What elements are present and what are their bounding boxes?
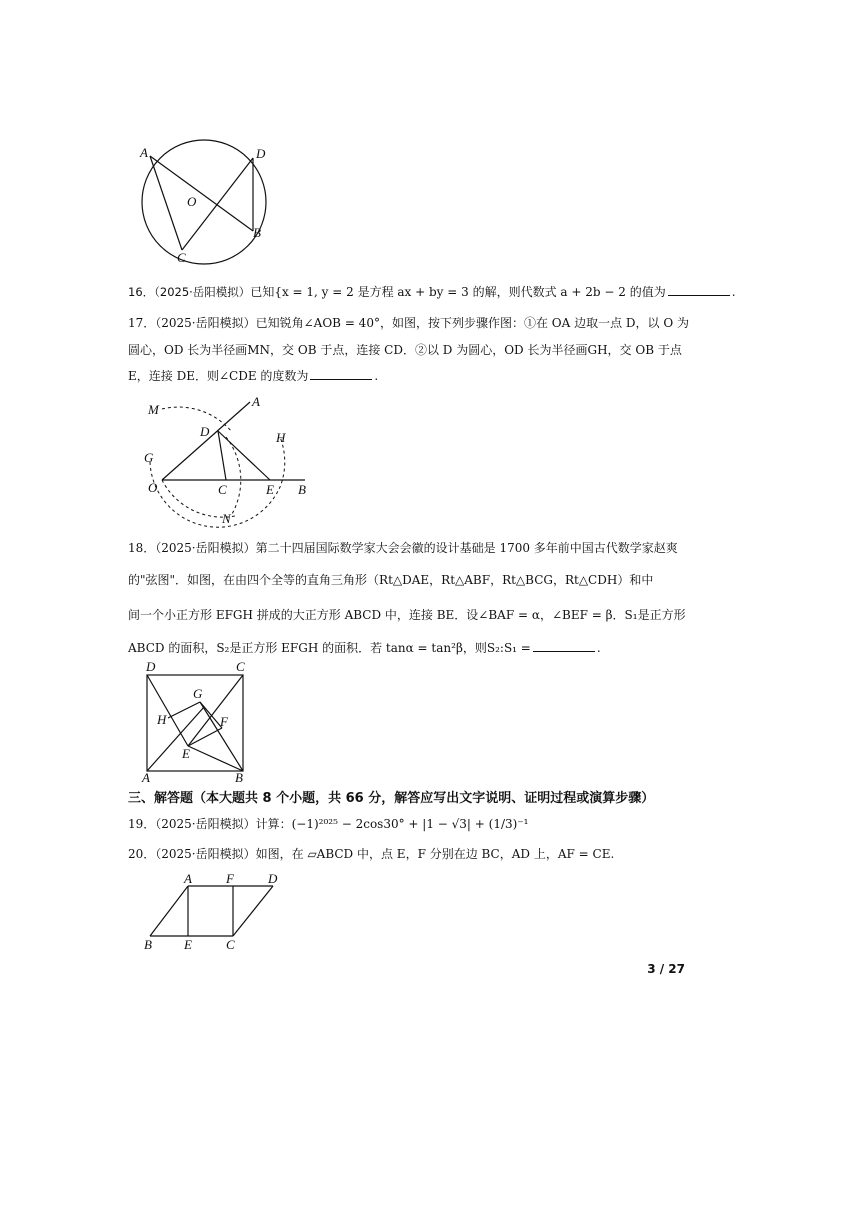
circle-figure (135, 140, 275, 265)
label-C: C (218, 482, 227, 497)
label-D: D (268, 871, 278, 886)
q18-answer-blank (533, 640, 595, 652)
label-B: B (144, 937, 152, 952)
label-B: B (235, 770, 243, 785)
label-A: A (184, 871, 192, 886)
label-B: B (298, 482, 306, 497)
page-number: 3 / 27 (647, 962, 685, 976)
label-A: A (252, 394, 260, 409)
q16-answer-blank (668, 284, 730, 296)
label-H: H (157, 712, 167, 727)
question-18-line4: ABCD 的面积，S₂是正方形 EFGH 的面积．若 tanα = tan²β，则S₂:S₁ = . (128, 641, 601, 655)
label-D: D (200, 424, 210, 439)
label-O: O (148, 480, 158, 495)
label-E: E (184, 937, 192, 952)
question-20: 20．（2025·岳阳模拟）如图，在 ▱ABCD 中，点 E，F 分别在边 BC，AD 上，AF = CE. (128, 847, 615, 861)
parallelogram-figure (140, 872, 280, 952)
angle-construction-figure (140, 392, 330, 527)
question-17-line1: 17．（2025·岳阳模拟）已知锐角∠AOB = 40°，如图，按下列步骤作图：①在 OA 边取一点 D，以 O 为 (128, 316, 689, 330)
label-B: B (253, 225, 261, 240)
label-C: C (177, 250, 186, 265)
label-F: F (220, 714, 228, 729)
label-C: C (226, 937, 235, 952)
section-3-heading: 三、解答题（本大题共 8 个小题，共 66 分，解答应写出文字说明、证明过程或演算步骤） (128, 791, 655, 806)
label-H: H (276, 430, 286, 445)
label-C: C (236, 659, 245, 674)
label-N: N (222, 511, 231, 526)
label-D: D (256, 146, 266, 161)
q16-text: 已知{x = 1, y = 2 是方程 ax + by = 3 的解，则代数式 a + 2b − 2 的值为 (250, 285, 666, 299)
label-E: E (182, 746, 190, 761)
q17-answer-blank (310, 368, 372, 380)
zhao-shuang-square-figure (140, 660, 255, 785)
question-16: 16．（2025·岳阳模拟）已知{x = 1, y = 2 是方程 ax + by = 3 的解，则代数式 a + 2b − 2 的值为 . (128, 285, 736, 299)
question-18-line2: 的"弦图"．如图，在由四个全等的直角三角形（Rt△DAE，Rt△ABF，Rt△BCG，Rt△CDH）和中 (128, 573, 654, 587)
question-18-line3: 间一个小正方形 EFGH 拼成的大正方形 ABCD 中，连接 BE．设∠BAF = α，∠BEF = β．S₁是正方形 (128, 608, 686, 622)
label-O: O (187, 194, 197, 209)
label-G: G (144, 450, 154, 465)
question-18-line1: 18．（2025·岳阳模拟）第二十四届国际数学家大会会徽的设计基础是 1700 多年前中国古代数学家赵爽 (128, 541, 678, 555)
label-M: M (148, 402, 159, 417)
label-A: A (142, 770, 150, 785)
question-19: 19．（2025·岳阳模拟）计算：(−1)²⁰²⁵ − 2cos30° + |1 − √3| + (1/3)⁻¹ (128, 817, 529, 831)
question-17-line3: E，连接 DE．则∠CDE 的度数为 . (128, 369, 379, 383)
label-F: F (226, 871, 234, 886)
label-G: G (193, 686, 203, 701)
label-E: E (266, 482, 274, 497)
q16-prefix: 16．（2025·岳阳模拟） (128, 285, 251, 299)
question-17-line2: 圆心，OD 长为半径画MN，交 OB 于点，连接 CD．②以 D 为圆心，OD 长为半径画GH，交 OB 于点 (128, 343, 682, 357)
label-D: D (146, 659, 156, 674)
label-A: A (140, 145, 148, 160)
